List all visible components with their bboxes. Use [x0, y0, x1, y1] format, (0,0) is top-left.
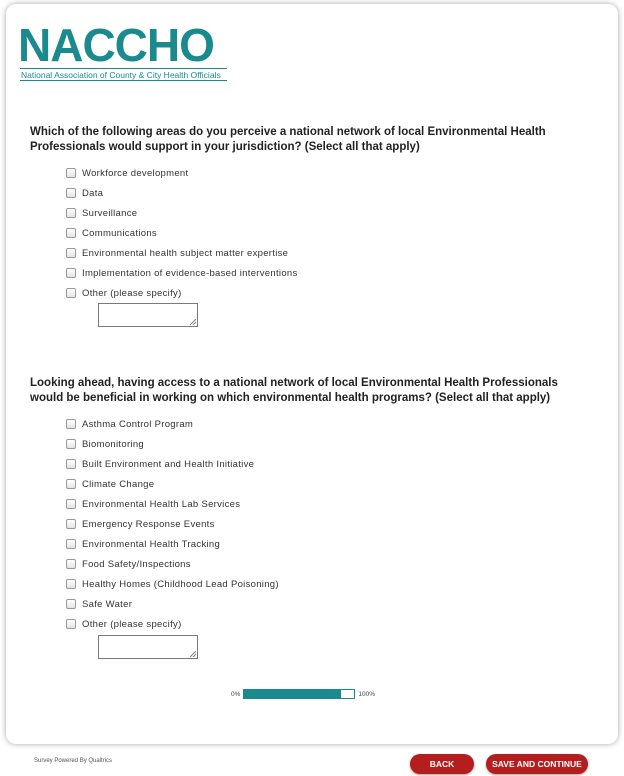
option-label: Communications [82, 227, 157, 239]
option[interactable] [66, 414, 279, 434]
option-label: Environmental Health Lab Services [82, 498, 241, 510]
resize-grip-icon[interactable] [190, 651, 196, 657]
option-label: Safe Water [82, 598, 133, 610]
option-label: Workforce development [82, 167, 189, 179]
back-button[interactable]: BACK [410, 754, 474, 774]
option-label: Implementation of evidence-based interventions [82, 267, 298, 279]
progress-end-label: 100% [358, 690, 376, 698]
option-label: Other (please specify) [82, 287, 182, 299]
option[interactable] [66, 263, 298, 283]
option-label: Environmental Health Tracking [82, 538, 221, 550]
resize-grip-icon[interactable] [190, 319, 196, 325]
option-label: Emergency Response Events [82, 518, 215, 530]
save-and-continue-button[interactable]: SAVE AND CONTINUE [486, 754, 588, 774]
checkbox[interactable] [66, 168, 76, 178]
checkbox[interactable] [66, 248, 76, 258]
checkbox[interactable] [66, 228, 76, 238]
progress-bar [231, 688, 375, 700]
naccho-logo [18, 19, 230, 84]
option[interactable] [66, 554, 279, 574]
option-other[interactable] [66, 283, 298, 303]
checkbox[interactable] [66, 559, 76, 569]
progress-track [243, 689, 355, 699]
checkbox[interactable] [66, 619, 76, 629]
question-1-text: Which of the following areas do you perceive a national network of local Environmental Health Professionals would support in your jurisdiction? (Select all that apply) [30, 126, 546, 153]
option[interactable] [66, 574, 279, 594]
logo-subtitle: National Association of County & City Health Officials [20, 68, 227, 81]
checkbox[interactable] [66, 419, 76, 429]
option[interactable] [66, 474, 279, 494]
option-label: Food Safety/Inspections [82, 558, 191, 570]
powered-by-text: Survey Powered By Qualtrics [34, 758, 113, 764]
checkbox[interactable] [66, 519, 76, 529]
option[interactable] [66, 163, 298, 183]
option-label: Built Environment and Health Initiative [82, 458, 255, 470]
option-label: Environmental health subject matter expertise [82, 247, 289, 259]
q2-other-textarea[interactable] [98, 635, 198, 659]
question-1-options [66, 163, 298, 303]
option[interactable] [66, 454, 279, 474]
checkbox[interactable] [66, 268, 76, 278]
checkbox[interactable] [66, 539, 76, 549]
option[interactable] [66, 514, 279, 534]
checkbox[interactable] [66, 288, 76, 298]
option-label: Other (please specify) [82, 618, 182, 630]
checkbox[interactable] [66, 439, 76, 449]
checkbox[interactable] [66, 208, 76, 218]
checkbox[interactable] [66, 479, 76, 489]
progress-start-label: 0% [231, 690, 241, 698]
progress-fill [244, 690, 341, 698]
option[interactable] [66, 223, 298, 243]
option-label: Climate Change [82, 478, 155, 490]
option[interactable] [66, 534, 279, 554]
option-label: Asthma Control Program [82, 418, 194, 430]
option-label: Data [82, 187, 104, 199]
checkbox[interactable] [66, 579, 76, 589]
option-label: Biomonitoring [82, 438, 144, 450]
checkbox[interactable] [66, 499, 76, 509]
checkbox[interactable] [66, 188, 76, 198]
logo-wordmark: NACCHO [18, 19, 214, 71]
option[interactable] [66, 183, 298, 203]
option-label: Surveillance [82, 207, 138, 219]
option[interactable] [66, 494, 279, 514]
option[interactable] [66, 434, 279, 454]
option[interactable] [66, 203, 298, 223]
question-2-options [66, 414, 279, 634]
q1-other-textarea[interactable] [98, 303, 198, 327]
option-label: Healthy Homes (Childhood Lead Poisoning) [82, 578, 279, 590]
option-other[interactable] [66, 614, 279, 634]
checkbox[interactable] [66, 599, 76, 609]
checkbox[interactable] [66, 459, 76, 469]
question-2-text: Looking ahead, having access to a national network of local Environmental Health Professionals would be beneficial in working on which environmental health programs? (Select all that apply) [30, 377, 558, 404]
option[interactable] [66, 594, 279, 614]
option[interactable] [66, 243, 298, 263]
